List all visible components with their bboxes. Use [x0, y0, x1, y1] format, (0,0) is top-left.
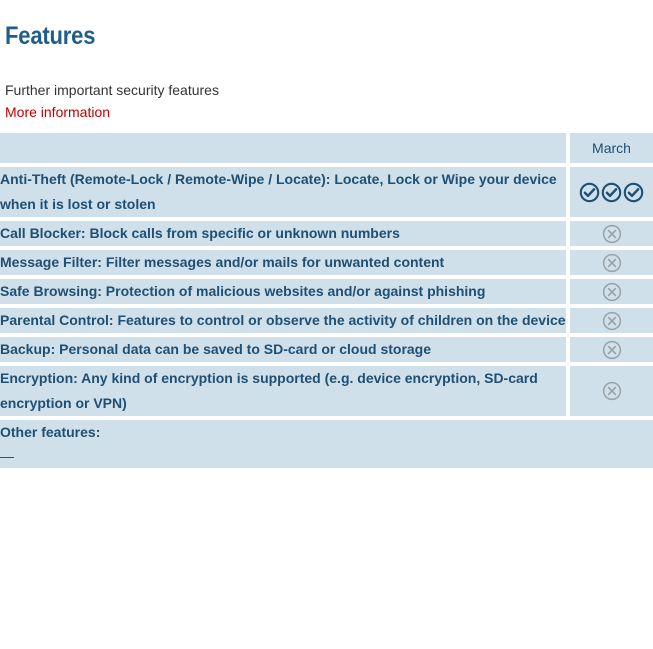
feature-backup-label: Backup: Personal data can be saved to SD-card or cloud storage — [0, 337, 570, 366]
table-row-other — [0, 420, 653, 472]
table-row — [0, 337, 653, 366]
feature-encryption-value — [570, 366, 653, 420]
x-circle-icon — [602, 311, 622, 331]
x-circle-icon — [602, 381, 622, 401]
table-row — [0, 221, 653, 250]
other-features-cell — [0, 420, 653, 472]
table-row — [0, 250, 653, 279]
header-empty-cell — [0, 133, 570, 167]
feature-encryption-label: Encryption: Any kind of encryption is supported (e.g. device encryption, SD-card encryption or VPN) — [0, 366, 570, 420]
feature-backup-value — [570, 337, 653, 366]
check-circle-icon — [601, 182, 622, 203]
other-features-value: — — [0, 448, 14, 464]
check-circle-icon — [623, 182, 644, 203]
more-information-link[interactable]: More information — [5, 104, 111, 120]
feature-parental-control-label: Parental Control: Features to control or observe the activity of children on the device — [0, 308, 570, 337]
table-row — [0, 366, 653, 420]
other-features-label: Other features: — [0, 424, 101, 440]
feature-call-blocker-value — [570, 221, 653, 250]
feature-safe-browsing-value — [570, 279, 653, 308]
table-row — [0, 167, 653, 221]
x-circle-icon — [602, 224, 622, 244]
table-header-row — [0, 133, 653, 167]
feature-call-blocker-label: Call Blocker: Block calls from specific or unknown numbers — [0, 221, 570, 250]
table-row — [0, 279, 653, 308]
feature-message-filter-value — [570, 250, 653, 279]
subtitle: Further important security features — [5, 82, 219, 98]
x-circle-icon — [602, 282, 622, 302]
check-circle-icon — [579, 182, 600, 203]
feature-parental-control-value — [570, 308, 653, 337]
page-title: Features — [5, 22, 96, 50]
table-row — [0, 308, 653, 337]
feature-safe-browsing-label: Safe Browsing: Protection of malicious websites and/or against phishing — [0, 279, 570, 308]
feature-message-filter-label: Message Filter: Filter messages and/or mails for unwanted content — [0, 250, 570, 279]
feature-anti-theft-label: Anti-Theft (Remote-Lock / Remote-Wipe / Locate): Locate, Lock or Wipe your device when it is lost or stolen — [0, 167, 570, 221]
x-circle-icon — [602, 253, 622, 273]
features-table — [0, 133, 653, 472]
x-circle-icon — [602, 340, 622, 360]
feature-anti-theft-value — [570, 167, 653, 221]
column-header-march: March — [570, 133, 653, 167]
triple-check-icon — [579, 182, 644, 203]
